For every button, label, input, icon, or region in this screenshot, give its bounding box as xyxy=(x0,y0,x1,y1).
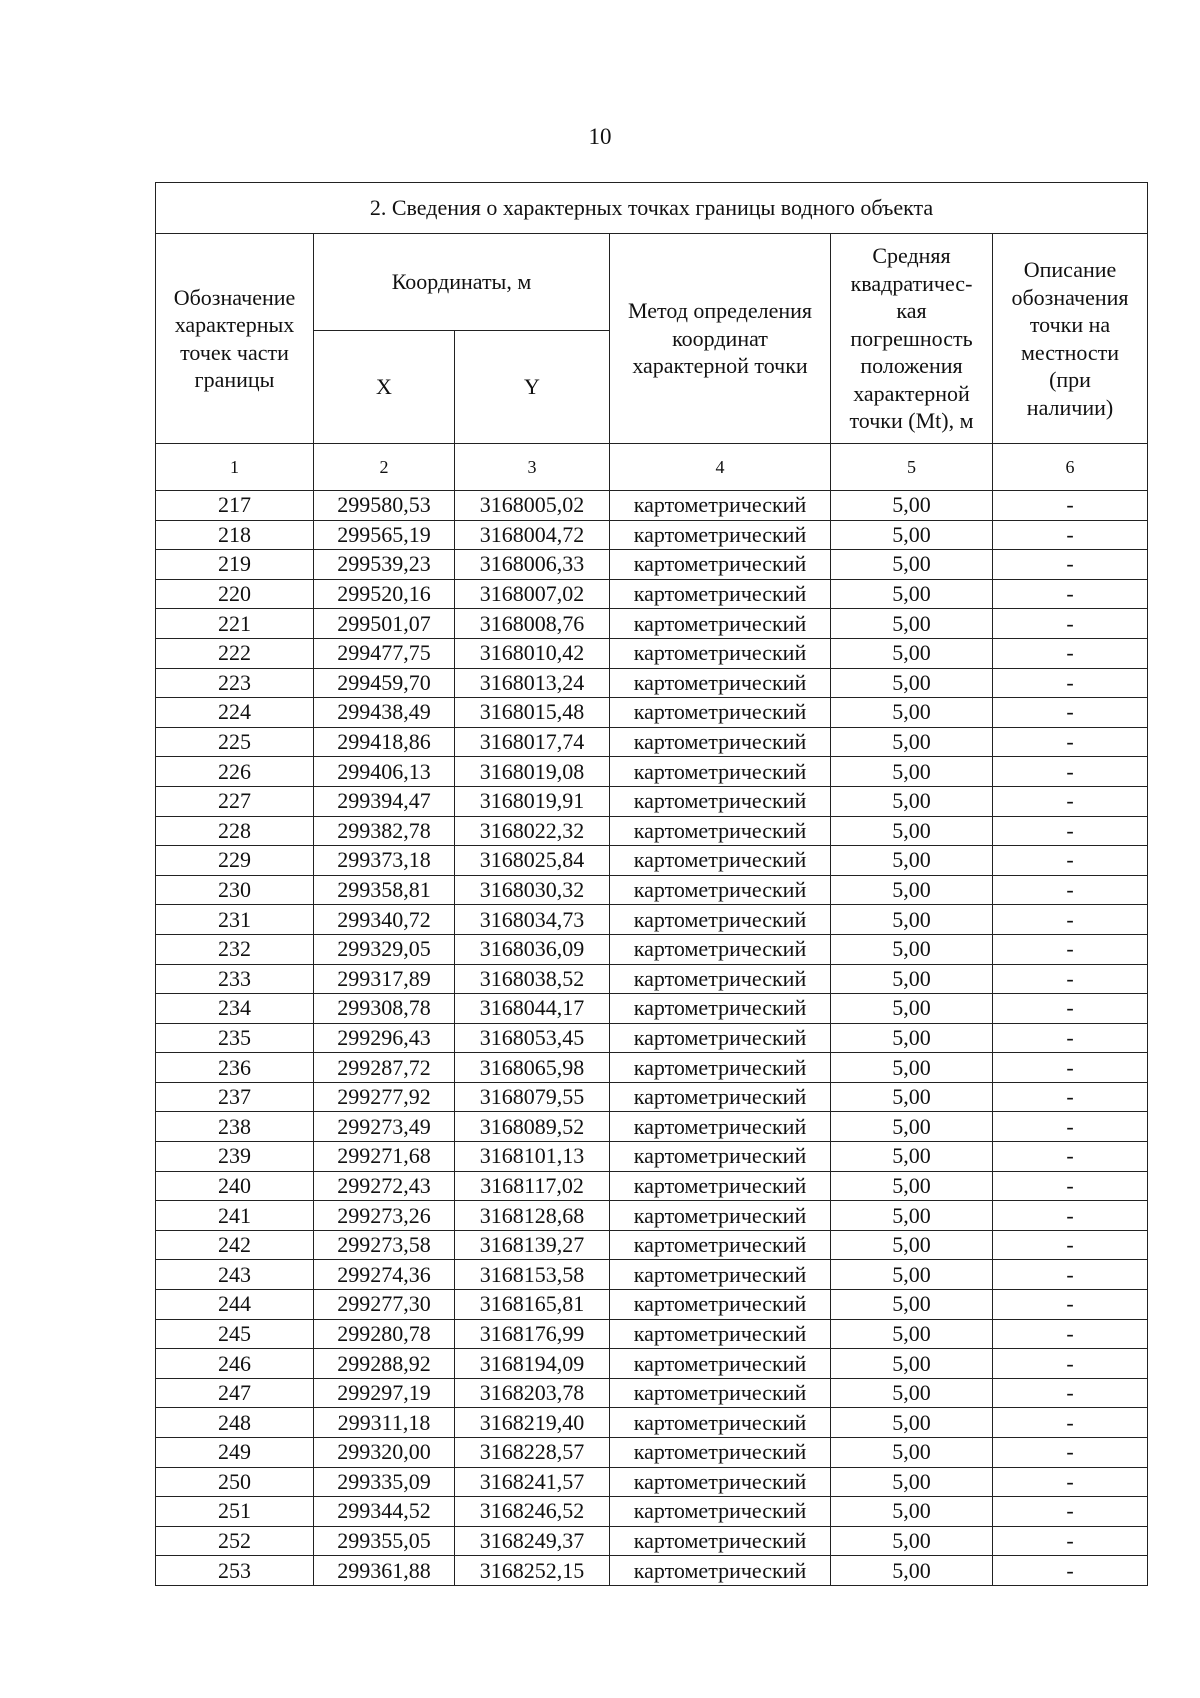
cell-description: - xyxy=(993,1408,1148,1438)
cell-method: картометрический xyxy=(610,994,831,1024)
cell-coord-x: 299277,92 xyxy=(314,1082,455,1112)
cell-coord-x: 299501,07 xyxy=(314,609,455,639)
cell-coord-y: 3168025,84 xyxy=(455,846,610,876)
table-row xyxy=(156,491,1148,521)
table-row xyxy=(156,934,1148,964)
cell-method: картометрический xyxy=(610,1053,831,1083)
cell-coord-x: 299382,78 xyxy=(314,816,455,846)
cell-mean-error: 5,00 xyxy=(831,994,993,1024)
cell-point-id: 253 xyxy=(156,1556,314,1586)
cell-mean-error: 5,00 xyxy=(831,698,993,728)
cell-coord-x: 299273,49 xyxy=(314,1112,455,1142)
cell-method: картометрический xyxy=(610,1349,831,1379)
cell-coord-y: 3168008,76 xyxy=(455,609,610,639)
cell-point-id: 222 xyxy=(156,638,314,668)
cell-mean-error: 5,00 xyxy=(831,1230,993,1260)
header-line: обозначения xyxy=(1011,284,1129,310)
table-row xyxy=(156,1171,1148,1201)
cell-method: картометрический xyxy=(610,1171,831,1201)
cell-mean-error: 5,00 xyxy=(831,1201,993,1231)
cell-point-id: 243 xyxy=(156,1260,314,1290)
header-description xyxy=(993,234,1148,444)
cell-method: картометрический xyxy=(610,1497,831,1527)
cell-mean-error: 5,00 xyxy=(831,1171,993,1201)
column-number: 3 xyxy=(455,444,610,491)
cell-coord-x: 299273,26 xyxy=(314,1201,455,1231)
header-line: наличии) xyxy=(1026,394,1114,420)
cell-point-id: 231 xyxy=(156,905,314,935)
cell-description: - xyxy=(993,1112,1148,1142)
cell-description: - xyxy=(993,1290,1148,1320)
table-row xyxy=(156,1053,1148,1083)
table-row xyxy=(156,816,1148,846)
header-line: точек части xyxy=(180,339,289,365)
cell-coord-x: 299308,78 xyxy=(314,994,455,1024)
table-row xyxy=(156,1023,1148,1053)
cell-point-id: 220 xyxy=(156,579,314,609)
cell-point-id: 241 xyxy=(156,1201,314,1231)
table-row xyxy=(156,550,1148,580)
cell-method: картометрический xyxy=(610,1408,831,1438)
cell-description: - xyxy=(993,698,1148,728)
cell-method: картометрический xyxy=(610,1201,831,1231)
cell-mean-error: 5,00 xyxy=(831,520,993,550)
column-number: 1 xyxy=(156,444,314,491)
cell-coord-y: 3168022,32 xyxy=(455,816,610,846)
cell-coord-y: 3168203,78 xyxy=(455,1378,610,1408)
table-row xyxy=(156,1556,1148,1586)
cell-coord-y: 3168079,55 xyxy=(455,1082,610,1112)
header-line: кая xyxy=(896,298,927,324)
cell-point-id: 246 xyxy=(156,1349,314,1379)
cell-coord-x: 299296,43 xyxy=(314,1023,455,1053)
header-line: квадратичес- xyxy=(850,270,973,296)
cell-point-id: 228 xyxy=(156,816,314,846)
cell-coord-x: 299297,19 xyxy=(314,1378,455,1408)
page-number: 10 xyxy=(588,124,612,149)
cell-coord-x: 299280,78 xyxy=(314,1319,455,1349)
cell-mean-error: 5,00 xyxy=(831,1053,993,1083)
cell-mean-error: 5,00 xyxy=(831,1023,993,1053)
cell-description: - xyxy=(993,846,1148,876)
cell-point-id: 230 xyxy=(156,875,314,905)
cell-coord-y: 3168006,33 xyxy=(455,550,610,580)
cell-coord-x: 299358,81 xyxy=(314,875,455,905)
cell-point-id: 245 xyxy=(156,1319,314,1349)
cell-method: картометрический xyxy=(610,786,831,816)
header-line: характерной xyxy=(853,380,970,406)
cell-description: - xyxy=(993,1526,1148,1556)
cell-mean-error: 5,00 xyxy=(831,875,993,905)
table-row xyxy=(156,609,1148,639)
cell-coord-x: 299418,86 xyxy=(314,727,455,757)
cell-coord-x: 299340,72 xyxy=(314,905,455,935)
header-line: Обозначение xyxy=(173,284,296,310)
cell-coord-y: 3168176,99 xyxy=(455,1319,610,1349)
table-row xyxy=(156,1082,1148,1112)
cell-method: картометрический xyxy=(610,698,831,728)
cell-coord-y: 3168053,45 xyxy=(455,1023,610,1053)
column-number: 2 xyxy=(314,444,455,491)
cell-mean-error: 5,00 xyxy=(831,1319,993,1349)
cell-point-id: 225 xyxy=(156,727,314,757)
header-method xyxy=(610,234,831,444)
cell-mean-error: 5,00 xyxy=(831,1082,993,1112)
cell-coord-y: 3168034,73 xyxy=(455,905,610,935)
cell-coord-y: 3168017,74 xyxy=(455,727,610,757)
cell-description: - xyxy=(993,1349,1148,1379)
table-row xyxy=(156,1142,1148,1172)
cell-description: - xyxy=(993,579,1148,609)
header-line: Метод определения xyxy=(627,298,813,324)
cell-description: - xyxy=(993,1260,1148,1290)
cell-mean-error: 5,00 xyxy=(831,964,993,994)
cell-coord-y: 3168128,68 xyxy=(455,1201,610,1231)
cell-mean-error: 5,00 xyxy=(831,905,993,935)
column-number: 4 xyxy=(610,444,831,491)
cell-description: - xyxy=(993,875,1148,905)
cell-method: картометрический xyxy=(610,638,831,668)
header-line: характерных xyxy=(174,312,295,337)
table-row xyxy=(156,1349,1148,1379)
cell-mean-error: 5,00 xyxy=(831,491,993,521)
cell-coord-x: 299344,52 xyxy=(314,1497,455,1527)
cell-point-id: 238 xyxy=(156,1112,314,1142)
table-row xyxy=(156,964,1148,994)
cell-method: картометрический xyxy=(610,1112,831,1142)
cell-point-id: 234 xyxy=(156,994,314,1024)
header-line: координат xyxy=(672,325,768,351)
cell-point-id: 250 xyxy=(156,1467,314,1497)
cell-description: - xyxy=(993,727,1148,757)
cell-coord-y: 3168036,09 xyxy=(455,934,610,964)
cell-description: - xyxy=(993,1230,1148,1260)
cell-mean-error: 5,00 xyxy=(831,1408,993,1438)
cell-method: картометрический xyxy=(610,934,831,964)
cell-coord-x: 299373,18 xyxy=(314,846,455,876)
cell-coord-y: 3168019,08 xyxy=(455,757,610,787)
cell-point-id: 244 xyxy=(156,1290,314,1320)
cell-mean-error: 5,00 xyxy=(831,1260,993,1290)
cell-description: - xyxy=(993,1438,1148,1468)
cell-coord-y: 3168013,24 xyxy=(455,668,610,698)
cell-description: - xyxy=(993,1171,1148,1201)
cell-point-id: 233 xyxy=(156,964,314,994)
table-row xyxy=(156,1438,1148,1468)
cell-description: - xyxy=(993,964,1148,994)
cell-coord-x: 299438,49 xyxy=(314,698,455,728)
header-coordinates: Координаты, м xyxy=(314,234,610,331)
cell-coord-x: 299394,47 xyxy=(314,786,455,816)
cell-coord-x: 299273,58 xyxy=(314,1230,455,1260)
cell-coord-y: 3168019,91 xyxy=(455,786,610,816)
cell-coord-x: 299287,72 xyxy=(314,1053,455,1083)
cell-mean-error: 5,00 xyxy=(831,816,993,846)
cell-method: картометрический xyxy=(610,1023,831,1053)
header-x: X xyxy=(314,331,455,444)
cell-point-id: 252 xyxy=(156,1526,314,1556)
cell-description: - xyxy=(993,609,1148,639)
table-row xyxy=(156,846,1148,876)
cell-method: картометрический xyxy=(610,1319,831,1349)
cell-mean-error: 5,00 xyxy=(831,1497,993,1527)
cell-coord-x: 299520,16 xyxy=(314,579,455,609)
cell-coord-y: 3168241,57 xyxy=(455,1467,610,1497)
cell-mean-error: 5,00 xyxy=(831,1556,993,1586)
header-line: местности xyxy=(1020,339,1120,365)
cell-point-id: 221 xyxy=(156,609,314,639)
cell-description: - xyxy=(993,816,1148,846)
cell-description: - xyxy=(993,668,1148,698)
cell-point-id: 251 xyxy=(156,1497,314,1527)
header-line: точки на xyxy=(1029,312,1111,337)
header-line: характерной точки xyxy=(632,353,808,379)
cell-mean-error: 5,00 xyxy=(831,727,993,757)
cell-coord-y: 3168101,13 xyxy=(455,1142,610,1172)
cell-description: - xyxy=(993,1556,1148,1586)
cell-coord-x: 299272,43 xyxy=(314,1171,455,1201)
cell-coord-y: 3168015,48 xyxy=(455,698,610,728)
cell-coord-y: 3168038,52 xyxy=(455,964,610,994)
cell-method: картометрический xyxy=(610,1082,831,1112)
table-row xyxy=(156,1408,1148,1438)
cell-point-id: 226 xyxy=(156,757,314,787)
cell-coord-y: 3168089,52 xyxy=(455,1112,610,1142)
cell-coord-y: 3168246,52 xyxy=(455,1497,610,1527)
table-row xyxy=(156,1201,1148,1231)
cell-coord-x: 299459,70 xyxy=(314,668,455,698)
cell-point-id: 232 xyxy=(156,934,314,964)
table-row xyxy=(156,905,1148,935)
cell-mean-error: 5,00 xyxy=(831,1378,993,1408)
cell-method: картометрический xyxy=(610,1438,831,1468)
cell-mean-error: 5,00 xyxy=(831,609,993,639)
cell-point-id: 249 xyxy=(156,1438,314,1468)
cell-method: картометрический xyxy=(610,757,831,787)
cell-description: - xyxy=(993,934,1148,964)
cell-coord-x: 299274,36 xyxy=(314,1260,455,1290)
cell-point-id: 217 xyxy=(156,491,314,521)
cell-coord-x: 299539,23 xyxy=(314,550,455,580)
cell-method: картометрический xyxy=(610,668,831,698)
cell-coord-x: 299271,68 xyxy=(314,1142,455,1172)
header-line: Описание xyxy=(1023,257,1117,282)
table-row xyxy=(156,1260,1148,1290)
cell-coord-y: 3168030,32 xyxy=(455,875,610,905)
cell-description: - xyxy=(993,1082,1148,1112)
cell-point-id: 239 xyxy=(156,1142,314,1172)
table-title: 2. Сведения о характерных точках границы водного объекта xyxy=(156,183,1148,234)
cell-method: картометрический xyxy=(610,875,831,905)
cell-method: картометрический xyxy=(610,964,831,994)
cell-mean-error: 5,00 xyxy=(831,757,993,787)
cell-method: картометрический xyxy=(610,1378,831,1408)
table-row xyxy=(156,668,1148,698)
boundary-points-table xyxy=(155,182,1148,1586)
cell-method: картометрический xyxy=(610,816,831,846)
table-row xyxy=(156,1230,1148,1260)
table-row xyxy=(156,1526,1148,1556)
cell-point-id: 248 xyxy=(156,1408,314,1438)
cell-coord-y: 3168165,81 xyxy=(455,1290,610,1320)
cell-method: картометрический xyxy=(610,1260,831,1290)
cell-coord-y: 3168065,98 xyxy=(455,1053,610,1083)
cell-mean-error: 5,00 xyxy=(831,1438,993,1468)
cell-description: - xyxy=(993,638,1148,668)
cell-coord-y: 3168249,37 xyxy=(455,1526,610,1556)
cell-coord-y: 3168219,40 xyxy=(455,1408,610,1438)
cell-mean-error: 5,00 xyxy=(831,1142,993,1172)
table-row xyxy=(156,698,1148,728)
cell-coord-x: 299406,13 xyxy=(314,757,455,787)
cell-mean-error: 5,00 xyxy=(831,1467,993,1497)
cell-coord-y: 3168004,72 xyxy=(455,520,610,550)
cell-mean-error: 5,00 xyxy=(831,1349,993,1379)
cell-point-id: 218 xyxy=(156,520,314,550)
table-row xyxy=(156,579,1148,609)
cell-coord-y: 3168194,09 xyxy=(455,1349,610,1379)
cell-mean-error: 5,00 xyxy=(831,579,993,609)
cell-description: - xyxy=(993,1497,1148,1527)
table-row xyxy=(156,1112,1148,1142)
cell-coord-y: 3168139,27 xyxy=(455,1230,610,1260)
cell-mean-error: 5,00 xyxy=(831,846,993,876)
header-line: границы xyxy=(194,367,275,392)
cell-coord-y: 3168153,58 xyxy=(455,1260,610,1290)
cell-mean-error: 5,00 xyxy=(831,550,993,580)
table-row xyxy=(156,1497,1148,1527)
cell-point-id: 229 xyxy=(156,846,314,876)
cell-point-id: 237 xyxy=(156,1082,314,1112)
cell-method: картометрический xyxy=(610,491,831,521)
cell-method: картометрический xyxy=(610,520,831,550)
cell-point-id: 240 xyxy=(156,1171,314,1201)
cell-coord-y: 3168117,02 xyxy=(455,1171,610,1201)
cell-mean-error: 5,00 xyxy=(831,668,993,698)
table-row xyxy=(156,520,1148,550)
header-line: точки (Mt), м xyxy=(849,408,974,434)
cell-method: картометрический xyxy=(610,550,831,580)
cell-coord-x: 299335,09 xyxy=(314,1467,455,1497)
cell-method: картометрический xyxy=(610,1290,831,1320)
cell-description: - xyxy=(993,520,1148,550)
table-row xyxy=(156,786,1148,816)
cell-coord-y: 3168252,15 xyxy=(455,1556,610,1586)
cell-coord-x: 299565,19 xyxy=(314,520,455,550)
cell-method: картометрический xyxy=(610,1526,831,1556)
header-line: Средняя xyxy=(872,243,951,269)
cell-description: - xyxy=(993,1053,1148,1083)
column-number: 5 xyxy=(831,444,993,491)
cell-method: картометрический xyxy=(610,609,831,639)
table-row xyxy=(156,638,1148,668)
cell-coord-x: 299317,89 xyxy=(314,964,455,994)
cell-coord-x: 299361,88 xyxy=(314,1556,455,1586)
table-row xyxy=(156,1378,1148,1408)
cell-mean-error: 5,00 xyxy=(831,1112,993,1142)
header-line: положения xyxy=(860,353,963,379)
cell-description: - xyxy=(993,1378,1148,1408)
table-row xyxy=(156,875,1148,905)
header-y: Y xyxy=(455,331,610,444)
cell-point-id: 227 xyxy=(156,786,314,816)
header-point-designation xyxy=(156,234,314,444)
cell-description: - xyxy=(993,1023,1148,1053)
cell-description: - xyxy=(993,491,1148,521)
table-row xyxy=(156,1319,1148,1349)
cell-description: - xyxy=(993,786,1148,816)
cell-point-id: 242 xyxy=(156,1230,314,1260)
cell-method: картометрический xyxy=(610,905,831,935)
header-line: погрешность xyxy=(850,325,973,351)
cell-description: - xyxy=(993,757,1148,787)
cell-coord-x: 299355,05 xyxy=(314,1526,455,1556)
cell-mean-error: 5,00 xyxy=(831,1290,993,1320)
cell-description: - xyxy=(993,1319,1148,1349)
cell-method: картометрический xyxy=(610,1556,831,1586)
cell-point-id: 223 xyxy=(156,668,314,698)
cell-description: - xyxy=(993,905,1148,935)
cell-mean-error: 5,00 xyxy=(831,786,993,816)
cell-coord-y: 3168007,02 xyxy=(455,579,610,609)
cell-coord-y: 3168005,02 xyxy=(455,491,610,521)
header-line: (при xyxy=(1049,367,1091,392)
cell-description: - xyxy=(993,1467,1148,1497)
header-mean-error xyxy=(831,234,993,444)
cell-description: - xyxy=(993,550,1148,580)
cell-coord-x: 299311,18 xyxy=(314,1408,455,1438)
cell-method: картометрический xyxy=(610,1230,831,1260)
cell-point-id: 236 xyxy=(156,1053,314,1083)
table-row xyxy=(156,757,1148,787)
cell-coord-x: 299277,30 xyxy=(314,1290,455,1320)
cell-method: картометрический xyxy=(610,1142,831,1172)
table-row xyxy=(156,994,1148,1024)
cell-description: - xyxy=(993,1142,1148,1172)
table-row xyxy=(156,1467,1148,1497)
cell-method: картометрический xyxy=(610,727,831,757)
cell-description: - xyxy=(993,994,1148,1024)
cell-mean-error: 5,00 xyxy=(831,1526,993,1556)
cell-method: картометрический xyxy=(610,579,831,609)
cell-mean-error: 5,00 xyxy=(831,638,993,668)
cell-coord-y: 3168010,42 xyxy=(455,638,610,668)
cell-method: картометрический xyxy=(610,1467,831,1497)
cell-method: картометрический xyxy=(610,846,831,876)
cell-coord-x: 299288,92 xyxy=(314,1349,455,1379)
table-row xyxy=(156,1290,1148,1320)
cell-point-id: 224 xyxy=(156,698,314,728)
cell-coord-x: 299580,53 xyxy=(314,491,455,521)
cell-coord-y: 3168228,57 xyxy=(455,1438,610,1468)
cell-point-id: 235 xyxy=(156,1023,314,1053)
cell-coord-x: 299329,05 xyxy=(314,934,455,964)
cell-point-id: 247 xyxy=(156,1378,314,1408)
column-number: 6 xyxy=(993,444,1148,491)
cell-coord-x: 299477,75 xyxy=(314,638,455,668)
cell-coord-y: 3168044,17 xyxy=(455,994,610,1024)
cell-coord-x: 299320,00 xyxy=(314,1438,455,1468)
table-row xyxy=(156,727,1148,757)
cell-mean-error: 5,00 xyxy=(831,934,993,964)
cell-description: - xyxy=(993,1201,1148,1231)
cell-point-id: 219 xyxy=(156,550,314,580)
